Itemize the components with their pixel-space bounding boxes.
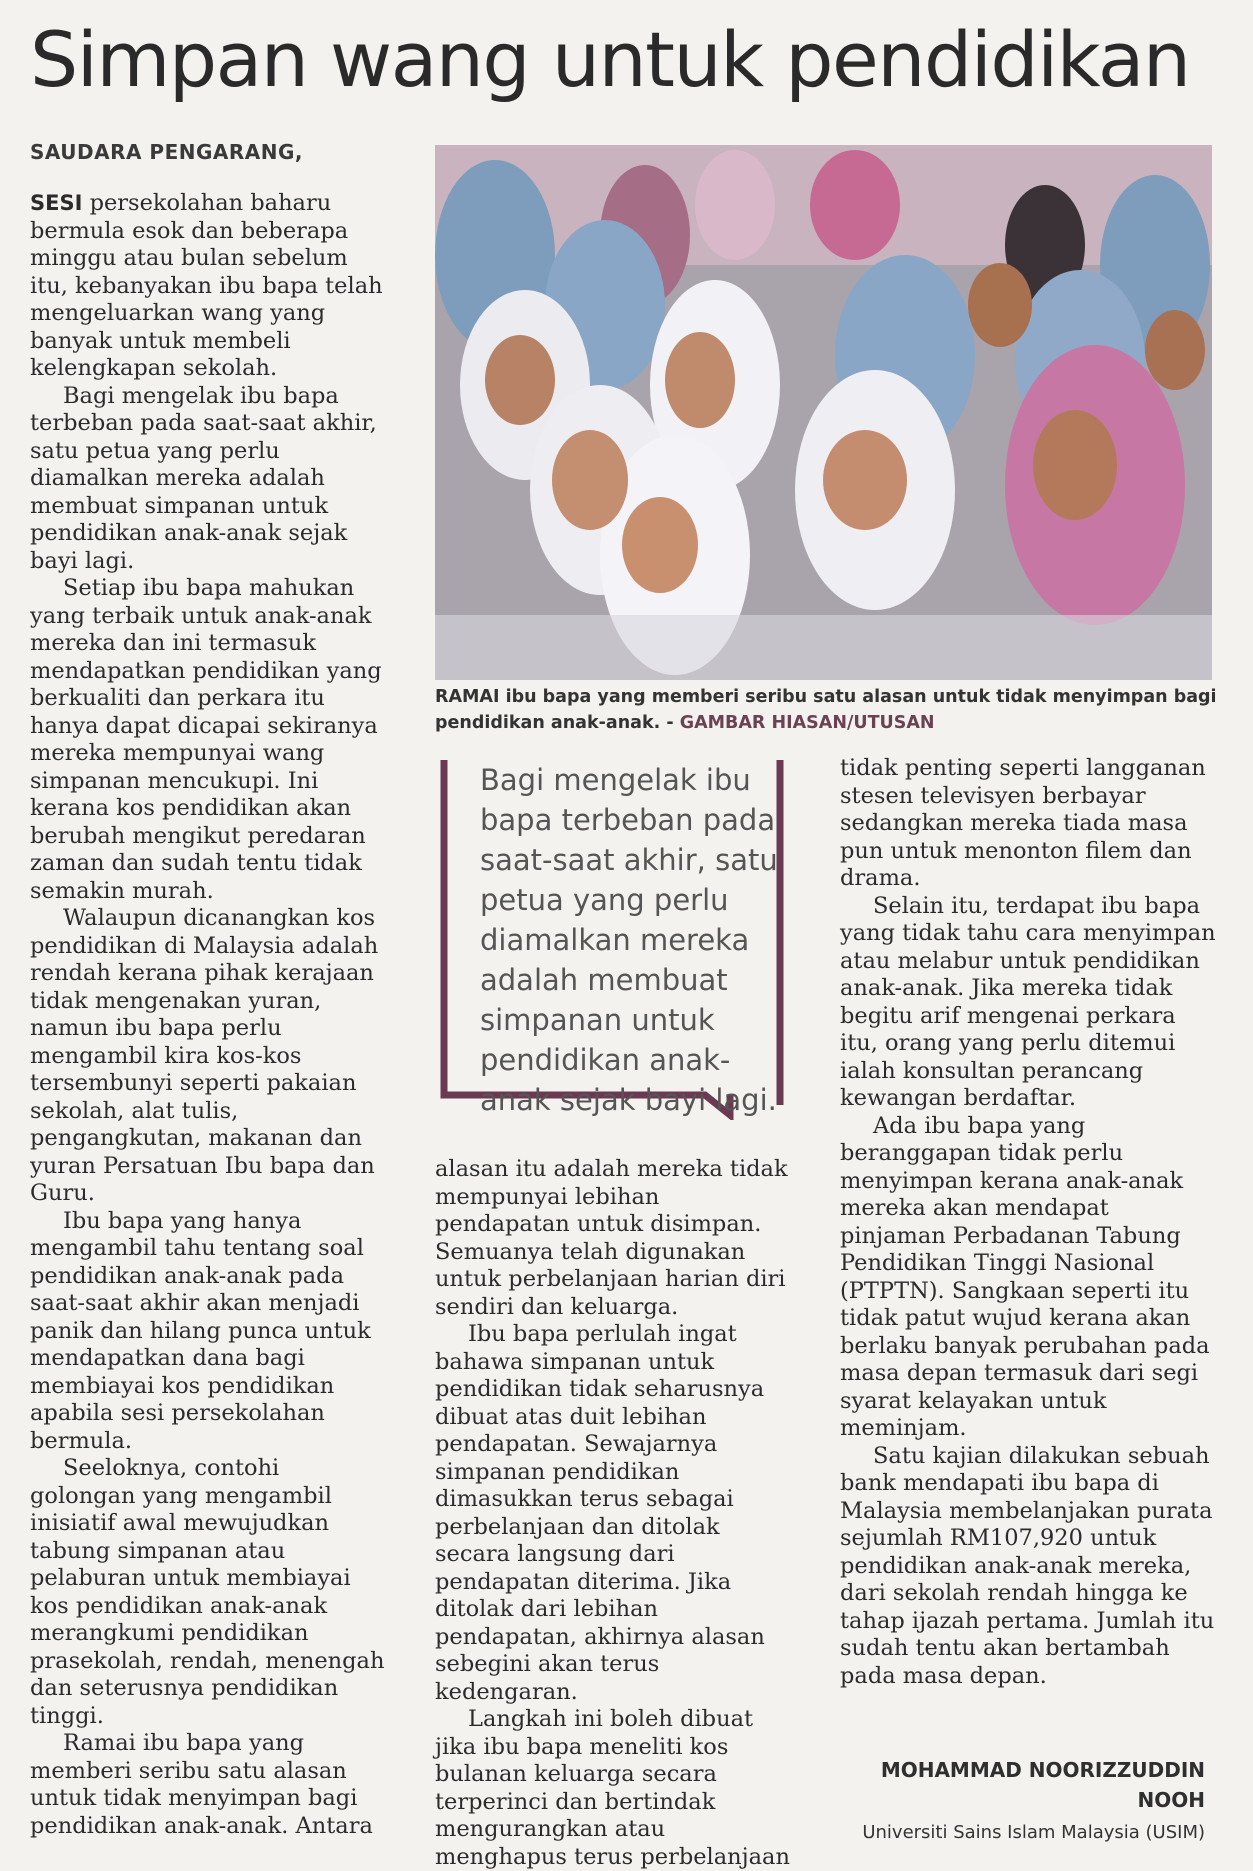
pull-quote-text: Bagi mengelak ibu bapa terbeban pada saat-saat akhir, satu petua yang perlu diamalkan mereka adalah membuat simpanan untuk pendidikan anak-anak sejak bayi lagi. <box>480 763 778 1117</box>
author-name: MOHAMMAD NOORIZZUDDIN NOOH <box>880 1758 1205 1812</box>
paragraph: Ibu bapa yang hanya mengambil tahu tentang soal pendidikan anak-anak pada saat-saat akhir akan menjadi panik dan hilang punca untuk mendapatkan dana bagi membiayai kos pendidikan apabila sesi persekolahan bermula. <box>30 1207 371 1454</box>
paragraph: Bagi mengelak ibu bapa terbeban pada saat-saat akhir, satu petua yang perlu diamalkan mereka adalah membuat simpanan untuk pendidikan anak-anak sejak bayi lagi. <box>30 382 377 574</box>
column-3 <box>840 755 1220 1690</box>
paragraph: tidak penting seperti langganan stesen televisyen berbayar sedangkan mereka tiada masa pun untuk menonton filem dan drama. <box>840 755 1206 891</box>
paragraph: Seeloknya, contohi golongan yang mengambil inisiatif awal mewujudkan tabung simpanan atau pelaburan untuk membiayai kos pendidikan anak-anak merangkumi pendidikan prasekolah, rendah, menengah dan seterusnya pendidikan tinggi. <box>30 1455 385 1729</box>
headline: Simpan wang untuk pendidikan <box>30 15 1190 104</box>
paragraph <box>30 190 390 383</box>
lead-word: SESI <box>30 191 83 215</box>
paragraph: alasan itu adalah mereka tidak mempunyai lebihan pendapatan untuk disimpan. Semuanya telah digunakan untuk perbelanjaan harian diri sendiri dan keluarga. <box>435 1156 788 1320</box>
paragraph: Satu kajian dilakukan sebuah bank mendapati ibu bapa di Malaysia membelanjakan purata sejumlah RM107,920 untuk pendidikan anak-anak mereka, dari sekolah rendah hingga ke tahap ijazah pertama. Jumlah itu sudah tentu akan bertambah pada masa depan. <box>840 1442 1215 1689</box>
paragraph: Ada ibu bapa yang beranggapan tidak perlu menyimpan kerana anak-anak mereka akan mendapat pinjaman Perbadanan Tabung Pendidikan Tinggi Nasional (PTPTN). Sangkaan seperti itu tidak patut wujud kerana akan berlaku banyak perubahan pada masa depan termasuk dari segi syarat kelayakan untuk meminjam. <box>840 1112 1210 1441</box>
column-1 <box>30 190 390 1840</box>
paragraph: Setiap ibu bapa mahukan yang terbaik untuk anak-anak mereka dan ini termasuk mendapatkan pendidikan yang berkualiti dan perkara itu hanya dapat dicapai sekiranya mereka mempunyai wang simpanan mencukupi. Ini kerana kos pendidikan akan berubah mengikut peredaran zaman dan sudah tentu tidak semakin murah. <box>30 575 382 904</box>
pull-quote <box>440 760 790 1115</box>
salutation: SAUDARA PENGARANG, <box>30 140 304 164</box>
column-2 <box>435 1156 800 1871</box>
news-photo <box>435 145 1212 680</box>
paragraph: Langkah ini boleh dibuat jika ibu bapa meneliti kos bulanan keluarga secara terperinci dan bertindak mengurangkan atau menghapus terus perbelanjaan <box>435 1706 790 1870</box>
author-affiliation: Universiti Sains Islam Malaysia (USIM) <box>862 1822 1205 1843</box>
students-illustration <box>435 145 1212 680</box>
paragraph: Ramai ibu bapa yang memberi seribu satu alasan untuk tidak menyimpan bagi pendidikan anak-anak. Antara <box>30 1730 373 1839</box>
paragraph-text: persekolahan baharu bermula esok dan beberapa minggu atau bulan sebelum itu, kebanyakan ibu bapa telah mengeluarkan wang yang banyak untuk membeli kelengkapan sekolah. <box>30 190 383 381</box>
caption-text: RAMAI ibu bapa yang memberi seribu satu alasan untuk tidak menyimpan bagi pendidikan anak-anak. - <box>435 687 1217 733</box>
paragraph: Ibu bapa perlulah ingat bahawa simpanan untuk pendidikan tidak seharusnya dibuat atas duit lebihan pendapatan. Sewajarnya simpanan pendidikan dimasukkan terus sebagai perbelanjaan dan ditolak secara langsung dari pendapatan diterima. Jika ditolak dari lebihan pendapatan, akhirnya alasan sebegini akan terus kedengaran. <box>435 1321 765 1705</box>
photo-credit: GAMBAR HIASAN/UTUSAN <box>679 713 935 733</box>
paragraph: Selain itu, terdapat ibu bapa yang tidak tahu cara menyimpan atau melabur untuk pendidikan anak-anak. Jika mereka tidak begitu arif mengenai perkara itu, orang yang perlu ditemui ialah konsultan perancang kewangan berdaftar. <box>840 892 1216 1111</box>
photo-caption <box>435 684 1220 736</box>
paragraph: Walaupun dicanangkan kos pendidikan di Malaysia adalah rendah kerana pihak kerajaan tidak mengenakan yuran, namun ibu bapa perlu mengambil kira kos-kos tersembunyi seperti pakaian sekolah, alat tulis, pengangkutan, makanan dan yuran Persatuan Ibu bapa dan Guru. <box>30 905 379 1206</box>
